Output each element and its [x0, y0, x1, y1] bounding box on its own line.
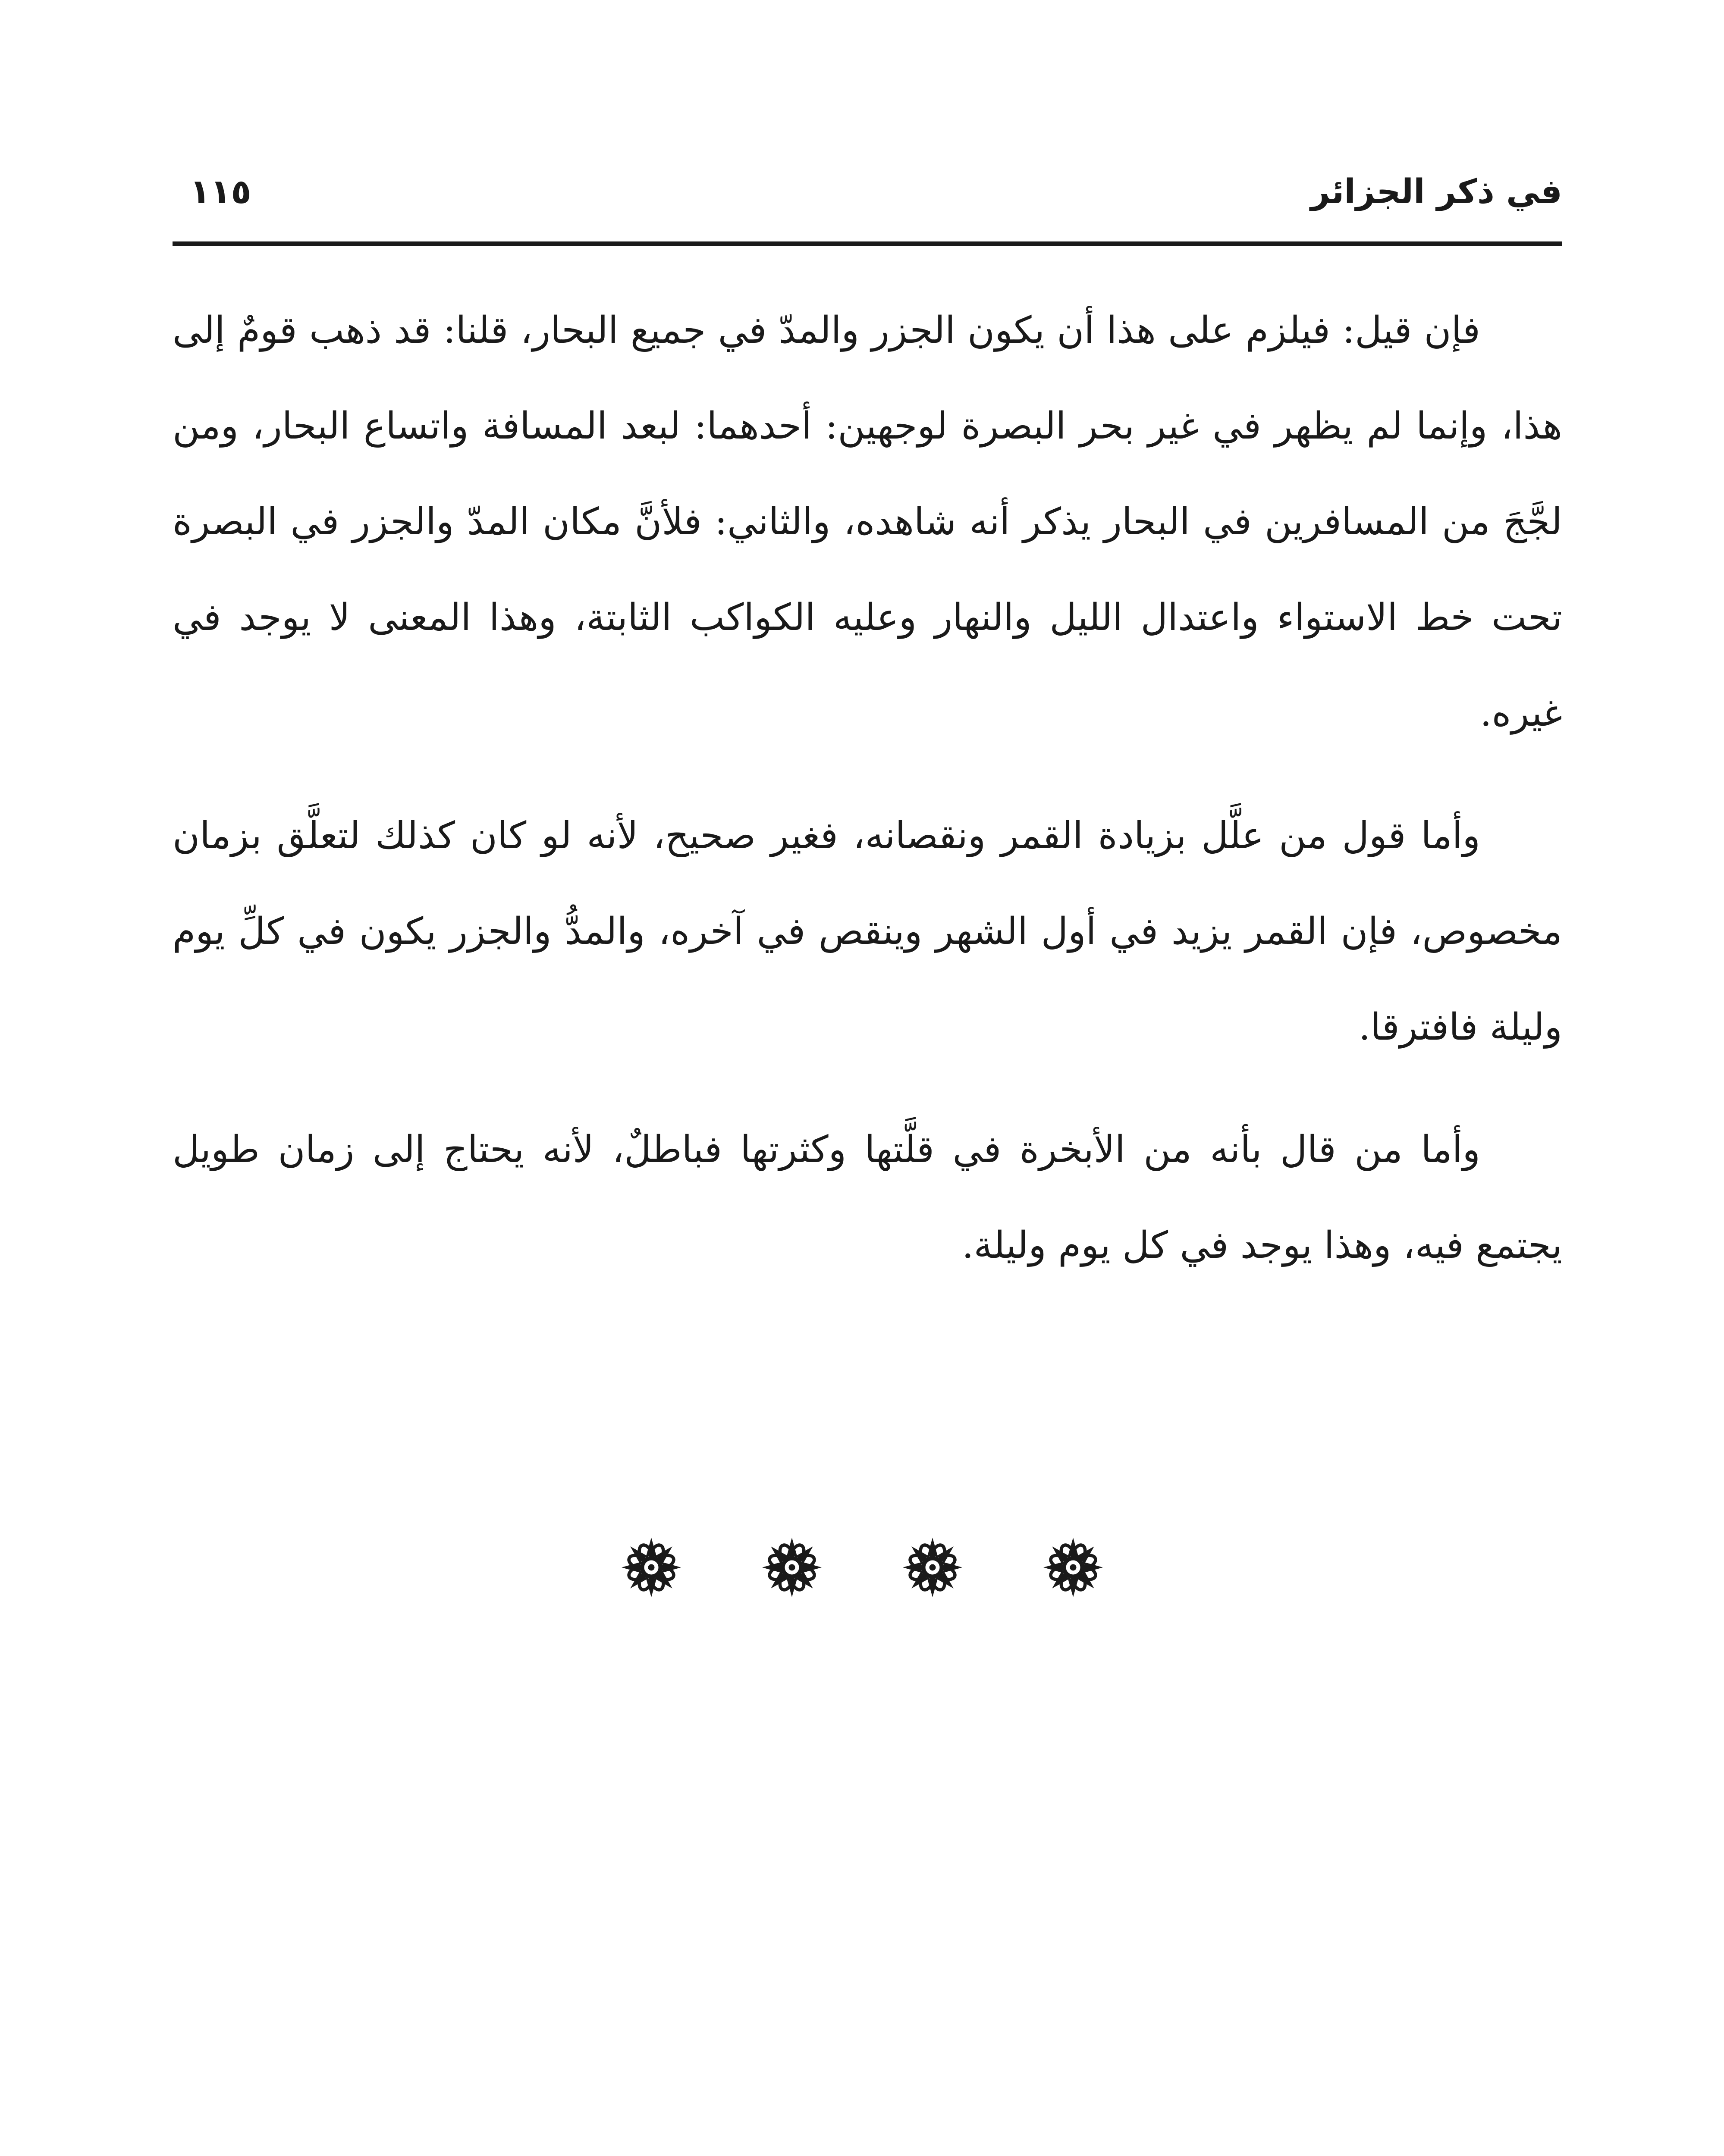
star-flower-icon	[760, 1535, 824, 1600]
running-head	[173, 166, 1562, 222]
star-flower-icon	[900, 1535, 965, 1600]
page-number: ١١٥	[190, 172, 251, 211]
ornament-divider	[0, 1535, 1724, 1608]
star-flower-icon	[1041, 1535, 1105, 1600]
header-rule	[173, 241, 1562, 246]
chapter-title: في ذكر الجزائر	[1310, 172, 1562, 211]
paragraph-2: وأما قول من علَّل بزيادة القمر ونقصانه، فغير صحيح، لأنه لو كان كذلك لتعلَّق بزمان مخصوص، فإن القمر يزيد في أول الشهر وينقص في آخره، والمدُّ والجزر يكون في كلِّ يوم وليلة فافترقا.	[173, 814, 1562, 1049]
paragraph-3: وأما من قال بأنه من الأبخرة في قلَّتها وكثرتها فباطلٌ، لأنه يحتاج إلى زمان طويل يجتمع فيه، وهذا يوجد في كل يوم وليلة.	[173, 1128, 1562, 1267]
paragraph-1: فإن قيل: فيلزم على هذا أن يكون الجزر والمدّ في جميع البحار، قلنا: قد ذهب قومٌ إلى هذا، وإنما لم يظهر في غير بحر البصرة لوجهين: أحدهما: لبعد المسافة واتساع البحار، ومن لجَّجَ من المسافرين في البحار يذكر أنه شاهده، والثاني: فلأنَّ مكان المدّ والجزر في البصرة تحت خط الاستواء واعتدال الليل والنهار وعليه الكواكب الثابتة، وهذا المعنى لا يوجد في غيره.	[173, 309, 1562, 735]
body-text	[173, 282, 1562, 1320]
star-flower-icon	[619, 1535, 684, 1600]
